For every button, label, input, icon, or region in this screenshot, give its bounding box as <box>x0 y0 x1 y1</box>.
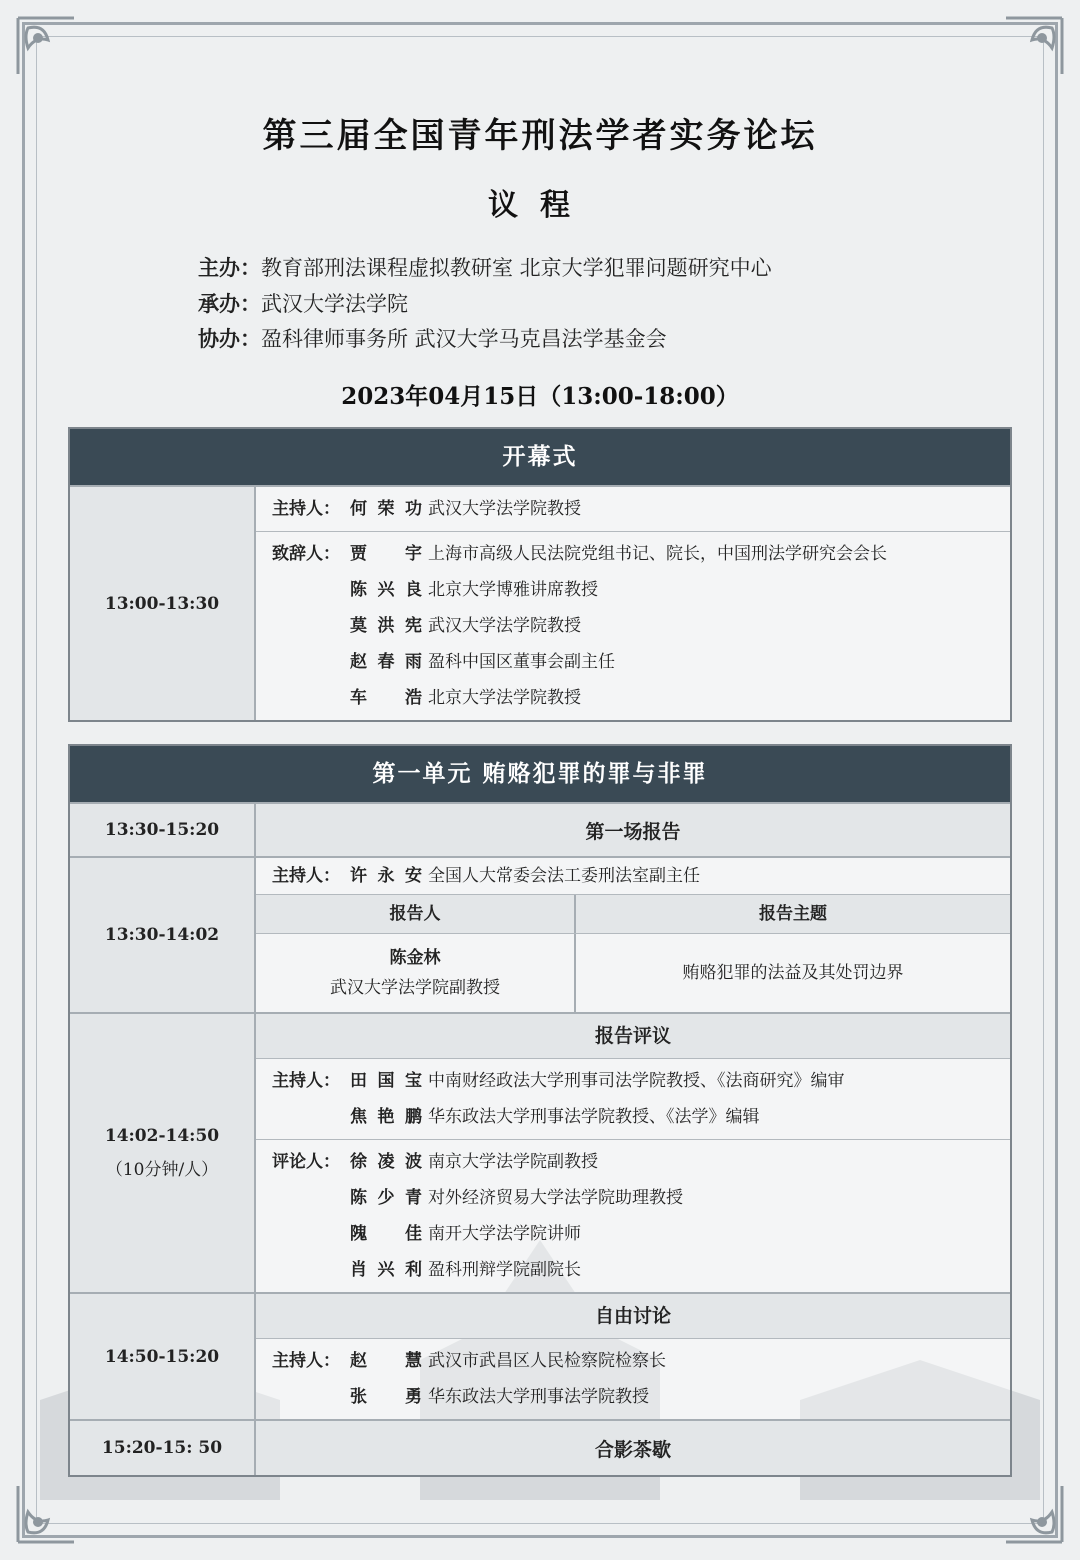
person-title: 对外经济贸易大学法学院助理教授 <box>428 1188 683 1208</box>
time-cell <box>70 487 256 720</box>
person-title: 上海市高级人民法院党组书记、院长，中国刑法学研究会会长 <box>428 544 887 564</box>
organizer-label: 协办： <box>198 327 261 351</box>
unit1-heading: 第一单元 贿赂犯罪的罪与非罪 <box>70 746 1010 802</box>
host-block <box>256 1058 1010 1139</box>
person-name: 车浩 <box>350 688 422 708</box>
commentator-block <box>256 1139 1010 1292</box>
discussion-title: 自由讨论 <box>256 1294 1010 1338</box>
host-label: 主持人： <box>272 499 340 519</box>
time-text: 14:02-14:50 <box>104 1126 220 1146</box>
person-name: 贾宇 <box>350 544 422 564</box>
person-name: 赵慧 <box>350 1351 422 1371</box>
person-name: 赵春雨 <box>350 652 422 672</box>
person-title: 南开大学法学院讲师 <box>428 1224 581 1244</box>
reporter-column-header: 报告人 <box>256 895 576 933</box>
person-title: 华东政法大学刑事法学院教授 <box>428 1387 649 1407</box>
host-block <box>256 1338 1010 1419</box>
opening-heading: 开幕式 <box>70 429 1010 485</box>
person-title: 盈科中国区董事会副主任 <box>428 652 615 672</box>
page-subtitle: 议程 <box>488 188 592 223</box>
person-name: 莫洪宪 <box>350 616 422 636</box>
review-title: 报告评议 <box>256 1014 1010 1058</box>
commentator-label: 评论人： <box>272 1152 340 1172</box>
time-cell <box>70 1014 256 1292</box>
organizer-label: 主办： <box>198 256 261 280</box>
time-cell <box>70 1294 256 1419</box>
table-row <box>70 802 1010 856</box>
person-name: 肖兴利 <box>350 1260 422 1280</box>
organizer-line <box>198 252 772 282</box>
time-text: 15:20-15: 50 <box>101 1438 223 1458</box>
time-cell <box>70 858 256 1012</box>
table-row <box>70 856 1010 1012</box>
time-note: （10分钟/人） <box>105 1160 219 1180</box>
time-cell <box>70 1421 256 1475</box>
person-name: 焦艳鹏 <box>350 1107 422 1127</box>
speaker-block <box>256 531 1010 720</box>
organizer-label: 承办： <box>198 292 261 316</box>
person-title: 盈科刑辩学院副院长 <box>428 1260 581 1280</box>
opening-table <box>68 427 1012 722</box>
person-name: 田国宝 <box>350 1071 422 1091</box>
person-title: 武汉大学法学院教授 <box>428 616 581 636</box>
report-row <box>256 933 1010 1012</box>
time-text: 13:30-14:02 <box>104 925 220 945</box>
person-name: 何荣功 <box>350 499 422 519</box>
time-text: 13:00-13:30 <box>104 593 220 614</box>
organizer-line <box>198 288 408 318</box>
reporter-title: 武汉大学法学院副教授 <box>330 978 500 998</box>
corner-ornament-icon <box>986 14 1066 94</box>
report-header-row <box>256 894 1010 933</box>
person-title: 武汉大学法学院教授 <box>428 499 581 519</box>
report-topic: 贿赂犯罪的法益及其处罚边界 <box>682 963 904 983</box>
time-text: 13:30-15:20 <box>104 820 220 840</box>
person-title: 华东政法大学刑事法学院教授、《法学》编辑 <box>428 1107 760 1127</box>
page-title: 第三届全国青年刑法学者实务论坛 <box>262 116 818 156</box>
organizer-value: 武汉大学法学院 <box>261 292 408 316</box>
table-row <box>70 1419 1010 1475</box>
table-row <box>70 1292 1010 1419</box>
person-name: 张勇 <box>350 1387 422 1407</box>
person-name: 隗佳 <box>350 1224 422 1244</box>
person-name: 徐凌波 <box>350 1152 422 1172</box>
person-title: 北京大学法学院教授 <box>428 688 581 708</box>
host-label: 主持人： <box>272 1351 340 1371</box>
table-row <box>70 485 1010 720</box>
host-block <box>256 858 1010 894</box>
event-date: 2023年04月15日（13:00-18:00） <box>341 383 739 410</box>
person-title: 武汉市武昌区人民检察院检察长 <box>428 1351 666 1371</box>
person-name: 陈少青 <box>350 1188 422 1208</box>
session-title: 第一场报告 <box>585 820 681 843</box>
person-title: 北京大学博雅讲席教授 <box>428 580 598 600</box>
person-title: 南京大学法学院副教授 <box>428 1152 598 1172</box>
person-title: 全国人大常委会法工委刑法室副主任 <box>428 866 700 886</box>
time-cell <box>70 804 256 856</box>
table-row <box>70 1012 1010 1292</box>
time-text: 14:50-15:20 <box>104 1346 220 1367</box>
person-name: 许永安 <box>350 866 422 886</box>
topic-column-header: 报告主题 <box>759 904 827 924</box>
person-name: 陈兴良 <box>350 580 422 600</box>
person-title: 中南财经政法大学刑事司法学院教授、《法商研究》编审 <box>428 1071 845 1091</box>
reporter-name: 陈金林 <box>389 948 441 968</box>
host-label: 主持人： <box>272 866 340 886</box>
organizer-value: 盈科律师事务所 武汉大学马克昌法学基金会 <box>261 327 667 351</box>
organizer-line <box>198 323 667 353</box>
organizer-value: 教育部刑法课程虚拟教研室 北京大学犯罪问题研究中心 <box>261 256 772 280</box>
break-title: 合影茶歇 <box>594 1438 671 1461</box>
host-block <box>256 487 1010 531</box>
corner-ornament-icon <box>14 14 94 94</box>
host-label: 主持人： <box>272 1071 340 1091</box>
speech-label: 致辞人： <box>272 544 340 564</box>
unit1-table <box>68 744 1012 1477</box>
